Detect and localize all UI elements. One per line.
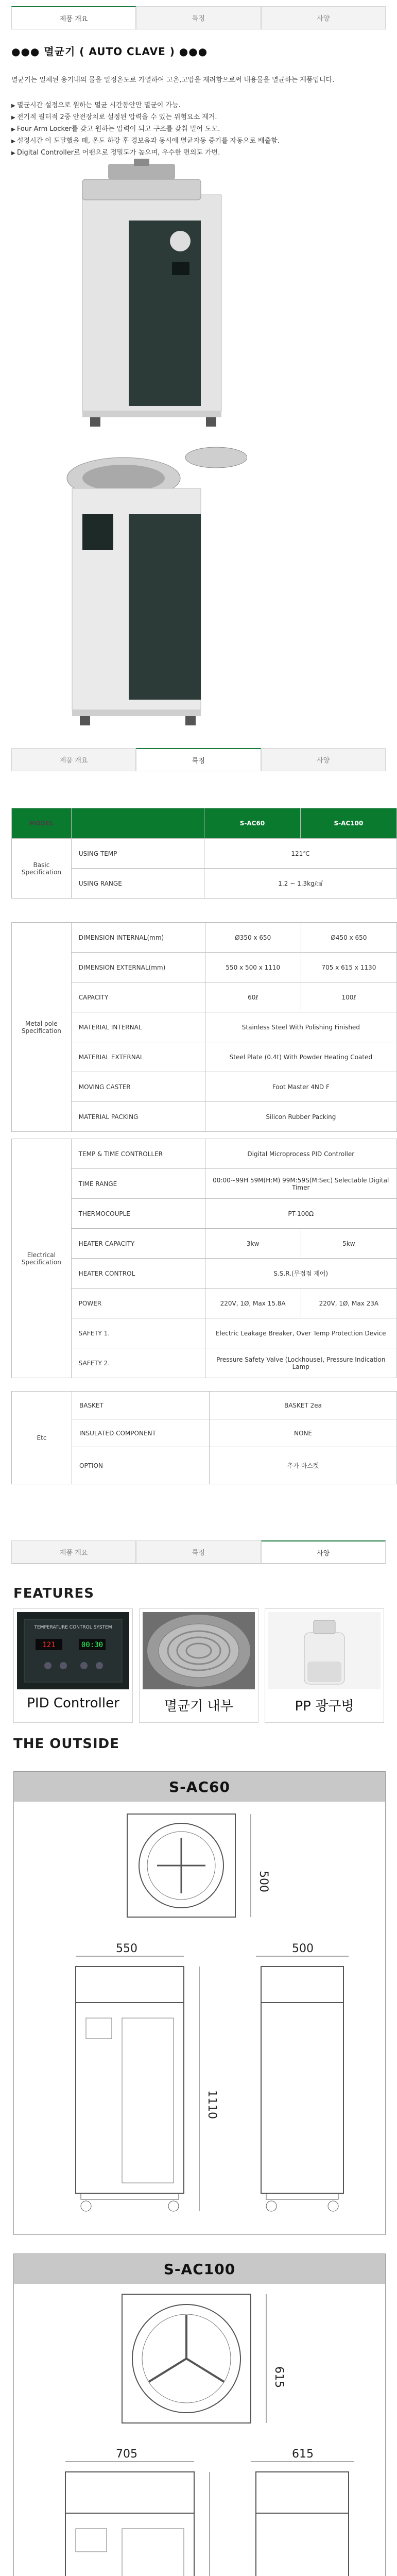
spec-value: 추가 바스켓 bbox=[210, 1447, 397, 1484]
spec-header-model: MODEL bbox=[12, 808, 72, 839]
feature-card-interior bbox=[139, 1608, 258, 1723]
spec-value: PT-100Ω bbox=[205, 1199, 397, 1229]
spec-label: DIMENSION INTERNAL(mm) bbox=[71, 923, 205, 953]
spec-value: Silicon Rubber Packing bbox=[205, 1102, 396, 1132]
front-view bbox=[65, 2448, 229, 2576]
table-row bbox=[12, 1392, 397, 1419]
spec-table-metal bbox=[11, 922, 397, 1132]
model-name-bar bbox=[14, 1772, 385, 1802]
width-dim: 705 bbox=[116, 2448, 137, 2461]
feature-card-pid bbox=[13, 1608, 133, 1723]
features-title: FEATURES bbox=[13, 1586, 94, 1601]
spec-value: BASKET 2ea bbox=[210, 1392, 397, 1419]
spec-label: HEATER CONTROL bbox=[71, 1259, 205, 1289]
spec-group-electrical: Electrical Specification bbox=[12, 1139, 72, 1378]
spec-header-blank bbox=[71, 808, 204, 839]
spec-value: 220V, 1Ø, Max 23A bbox=[301, 1289, 396, 1318]
spec-label: THERMOCOUPLE bbox=[71, 1199, 205, 1229]
spec-value: Ø450 x 650 bbox=[301, 923, 396, 953]
spec-label: CAPACITY bbox=[71, 982, 205, 1012]
bullet-item: ▶ 설정시간 이 도달했을 때, 온도 하강 후 경보음과 동시에 멸균자동 증기를 자동으로 배출함. bbox=[11, 135, 382, 147]
spec-value: Electric Leakage Breaker, Over Temp Protection Device bbox=[205, 1318, 397, 1348]
dimension-drawing bbox=[14, 2284, 385, 2576]
spec-header-model2: S-AC100 bbox=[300, 808, 396, 839]
spec-label: MATERIAL INTERNAL bbox=[71, 1012, 205, 1042]
tab-label: 제품 개요 bbox=[59, 1549, 88, 1557]
spec-group-metal: Metal pole Specification bbox=[12, 923, 72, 1132]
product-photo bbox=[62, 159, 247, 736]
product-title: ●●● 멸균기 ( AUTO CLAVE ) ●●● bbox=[11, 45, 208, 58]
table-row bbox=[12, 839, 397, 869]
spec-value: 100ℓ bbox=[301, 982, 396, 1012]
tab-label: 사양 bbox=[317, 15, 330, 23]
model-name-bar bbox=[14, 2254, 385, 2284]
spec-label: SAFETY 1. bbox=[71, 1318, 205, 1348]
feature-bullets bbox=[11, 100, 382, 159]
top-view bbox=[127, 1814, 270, 1917]
bullet-item: ▶ 전기적 필터적 2중 안전장치로 설정된 압력을 수 있는 위험요소 제거. bbox=[11, 112, 382, 124]
spec-label: USING TEMP bbox=[71, 839, 204, 869]
outside-drawing-s-ac60 bbox=[13, 1771, 386, 2235]
spec-value: S.S.R.(무접점 제어) bbox=[205, 1259, 397, 1289]
spec-value: 550 x 500 x 1110 bbox=[205, 953, 301, 982]
tab-label: 특징 bbox=[192, 15, 205, 23]
spec-label: TIME RANGE bbox=[71, 1169, 205, 1199]
spec-group-etc: Etc bbox=[12, 1392, 72, 1484]
spec-value: 3kw bbox=[205, 1229, 301, 1259]
spec-label: HEATER CAPACITY bbox=[71, 1229, 205, 1259]
spec-value: NONE bbox=[210, 1419, 397, 1447]
tab-features[interactable] bbox=[136, 1540, 261, 1563]
spec-value: Digital Microprocess PID Controller bbox=[205, 1139, 397, 1169]
tab-label: 제품 개요 bbox=[59, 757, 88, 765]
tab-label: 제품 개요 bbox=[59, 15, 88, 23]
top-view bbox=[122, 2294, 285, 2423]
spec-value: 00:00~99H 59M(H:M) 99M:59S(M:Sec) Selectable Digital Timer bbox=[205, 1169, 397, 1199]
depth-dim: 500 bbox=[257, 1871, 270, 1892]
spec-header-model1: S-AC60 bbox=[204, 808, 301, 839]
pp-bottle-image bbox=[268, 1612, 381, 1689]
side-dim: 615 bbox=[292, 2448, 314, 2461]
spec-label: OPTION bbox=[72, 1447, 210, 1484]
tab-spec[interactable] bbox=[261, 748, 386, 771]
svg-text:00:30: 00:30 bbox=[81, 1641, 103, 1649]
outside-drawing-s-ac100 bbox=[13, 2253, 386, 2576]
spec-label: MATERIAL PACKING bbox=[71, 1102, 205, 1132]
tab-label: 특징 bbox=[192, 757, 205, 765]
autoclave-upper-image bbox=[82, 159, 221, 427]
bullet-item: ▶ Four Arm Locker를 갖고 원하는 압력이 되고 구조를 갖춰 밀어 도모. bbox=[11, 124, 382, 135]
spec-header-row bbox=[12, 808, 397, 839]
spec-label: INSULATED COMPONENT bbox=[72, 1419, 210, 1447]
spec-label: POWER bbox=[71, 1289, 205, 1318]
tab-bar-top bbox=[11, 6, 386, 29]
side-view bbox=[256, 1942, 349, 2211]
tab-label: 사양 bbox=[317, 757, 330, 765]
tab-overview[interactable] bbox=[11, 1540, 136, 1563]
feature-caption: PP 광구병 bbox=[295, 1699, 354, 1714]
depth-dim: 615 bbox=[272, 2366, 285, 2388]
tab-label: 사양 bbox=[317, 1549, 330, 1557]
tab-bar-bottom bbox=[11, 1540, 386, 1564]
table-row bbox=[12, 1139, 397, 1169]
intro-text: 멸균기는 일체된 용기내의 물을 일정온도로 가열하여 고온,고압을 재려함으로써 내용물을 멸균하는 제품입니다. bbox=[11, 76, 335, 84]
spec-value: 220V, 1Ø, Max 15.8A bbox=[205, 1289, 301, 1318]
tab-label: 특징 bbox=[192, 1549, 205, 1557]
tab-features[interactable] bbox=[136, 6, 261, 29]
feature-card-bottle bbox=[265, 1608, 384, 1723]
tab-features[interactable] bbox=[136, 748, 261, 771]
spec-table-etc bbox=[11, 1391, 397, 1484]
width-dim: 550 bbox=[116, 1942, 137, 1955]
dimension-drawing bbox=[14, 1802, 385, 2234]
panel-label: TEMPERATURE CONTROL SYSTEM bbox=[34, 1625, 112, 1630]
spec-value: 705 x 615 x 1130 bbox=[301, 953, 396, 982]
pid-controller-image bbox=[17, 1612, 129, 1689]
height-dim: 1110 bbox=[205, 2090, 218, 2119]
spec-table bbox=[11, 808, 397, 899]
feature-caption: PID Controller bbox=[27, 1696, 119, 1711]
autoclave-open-image bbox=[67, 447, 247, 725]
spec-label: DIMENSION EXTERNAL(mm) bbox=[71, 953, 205, 982]
spec-value: 121℃ bbox=[204, 839, 397, 869]
table-row bbox=[12, 923, 397, 953]
spec-label: MATERIAL EXTERNAL bbox=[71, 1042, 205, 1072]
side-dim: 500 bbox=[292, 1942, 314, 1955]
spec-value: Ø350 x 650 bbox=[205, 923, 301, 953]
tab-spec[interactable] bbox=[261, 6, 386, 29]
model-name: S-AC60 bbox=[169, 1778, 230, 1795]
bullet-item: ▶ 멸균시간 설정으로 원하는 멸균 시간동안만 멸균이 가능. bbox=[11, 100, 382, 112]
spec-value: Steel Plate (0.4t) With Powder Heating Coated bbox=[205, 1042, 396, 1072]
spec-value: Pressure Safety Valve (Lockhouse), Pressure Indication Lamp bbox=[205, 1348, 397, 1378]
model-name: S-AC100 bbox=[163, 2260, 236, 2278]
spec-label: BASKET bbox=[72, 1392, 210, 1419]
spec-value: Foot Master 4ND F bbox=[205, 1072, 396, 1102]
outside-title: THE OUTSIDE bbox=[13, 1736, 119, 1752]
svg-text:121: 121 bbox=[42, 1641, 56, 1649]
spec-value: Stainless Steel With Polishing Finished bbox=[205, 1012, 396, 1042]
spec-label: MOVING CASTER bbox=[71, 1072, 205, 1102]
spec-value: 1.2 ~ 1.3kg/㎠ bbox=[204, 869, 397, 899]
feature-caption: 멸균기 내부 bbox=[164, 1699, 233, 1714]
interior-image bbox=[143, 1612, 255, 1689]
spec-value: 60ℓ bbox=[205, 982, 301, 1012]
tab-bar-middle bbox=[11, 748, 386, 771]
spec-label: TEMP & TIME CONTROLLER bbox=[71, 1139, 205, 1169]
spec-label: USING RANGE bbox=[71, 869, 204, 899]
spec-group-basic: Basic Specification bbox=[12, 839, 72, 899]
tab-overview[interactable] bbox=[11, 748, 136, 771]
side-view bbox=[251, 2448, 354, 2576]
tab-overview[interactable] bbox=[11, 6, 136, 29]
tab-spec[interactable] bbox=[261, 1540, 386, 1563]
front-view bbox=[76, 1942, 218, 2211]
bullet-item: ▶ Digital Controller로 어팬으로 정밀도가 높으며, 우수한 편의도 가변. bbox=[11, 147, 382, 159]
spec-table-electrical bbox=[11, 1139, 397, 1378]
spec-value: 5kw bbox=[301, 1229, 396, 1259]
spec-label: SAFETY 2. bbox=[71, 1348, 205, 1378]
